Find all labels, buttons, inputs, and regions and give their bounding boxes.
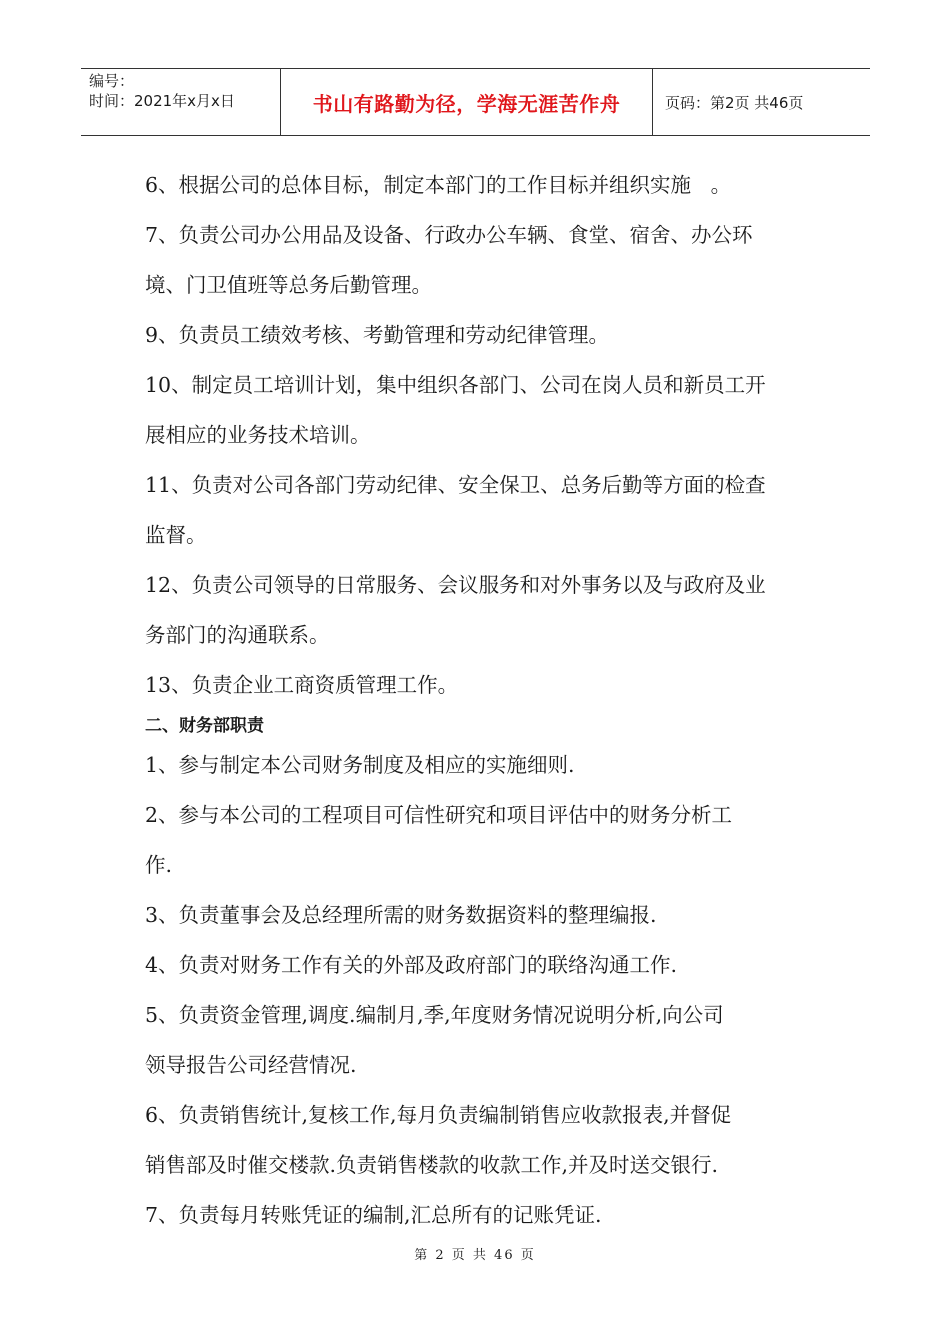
body-line: 1、参与制定本公司财务制度及相应的实施细则. xyxy=(145,753,575,777)
body-line: 6、负责销售统计,复核工作,每月负责编制销售应收款报表,并督促 xyxy=(145,1103,732,1127)
section-heading-finance: 二、财务部职责 xyxy=(145,716,264,736)
body-line: 9、负责员工绩效考核、考勤管理和劳动纪律管理。 xyxy=(145,323,610,347)
body-line: 12、负责公司领导的日常服务、会议服务和对外事务以及与政府及业 xyxy=(145,573,766,597)
header-page-cell xyxy=(653,69,870,135)
body-line: 务部门的沟通联系。 xyxy=(145,623,330,647)
page-footer xyxy=(0,1244,950,1263)
page-header xyxy=(81,68,870,136)
footer-page-number: 第 2 页 共 46 页 xyxy=(414,1248,536,1263)
body-line: 7、负责公司办公用品及设备、行政办公车辆、食堂、宿舍、办公环 xyxy=(145,223,753,247)
body-line: 作. xyxy=(145,853,173,877)
body-line: 3、负责董事会及总经理所需的财务数据资料的整理编报. xyxy=(145,903,657,927)
body-line: 展相应的业务技术培训。 xyxy=(145,423,371,447)
body-line: 11、负责对公司各部门劳动纪律、安全保卫、总务后勤等方面的检查 xyxy=(145,473,766,497)
body-line: 6、根据公司的总体目标，制定本部门的工作目标并组织实施 。 xyxy=(145,173,732,197)
body-line: 监督。 xyxy=(145,523,207,547)
header-motto-cell xyxy=(281,69,653,135)
body-line: 境、门卫值班等总务后勤管理。 xyxy=(145,273,432,297)
header-meta-cell xyxy=(81,69,281,135)
motto-text: 书山有路勤为径，学海无涯苦作舟 xyxy=(312,91,621,116)
body-line: 销售部及时催交楼款.负责销售楼款的收款工作,并及时送交银行. xyxy=(145,1153,719,1177)
document-date-label: 时间：2021年x月x日 xyxy=(89,92,235,110)
document-body xyxy=(145,160,825,1240)
body-line: 4、负责对财务工作有关的外部及政府部门的联络沟通工作. xyxy=(145,953,678,977)
body-line: 13、负责企业工商资质管理工作。 xyxy=(145,673,459,697)
document-number-label: 编号： xyxy=(89,72,135,90)
body-line: 10、制定员工培训计划，集中组织各部门、公司在岗人员和新员工开 xyxy=(145,373,766,397)
body-line: 5、负责资金管理,调度.编制月,季,年度财务情况说明分析,向公司 xyxy=(145,1003,724,1027)
body-line: 领导报告公司经营情况. xyxy=(145,1053,357,1077)
body-line: 2、参与本公司的工程项目可信性研究和项目评估中的财务分析工 xyxy=(145,803,733,827)
body-line: 7、负责每月转账凭证的编制,汇总所有的记账凭证. xyxy=(145,1203,602,1227)
header-page-info: 页码：第2页 共46页 xyxy=(665,93,804,112)
